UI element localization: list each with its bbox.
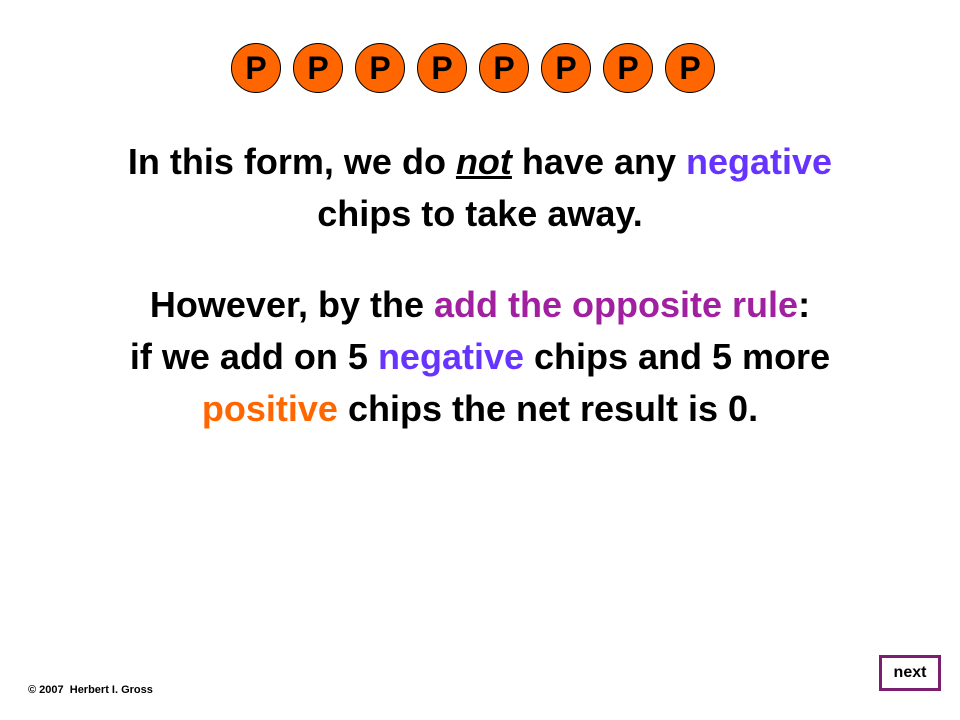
positive-word: positive [201, 388, 338, 429]
positive-chip: P [665, 43, 715, 93]
positive-chip: P [541, 43, 591, 93]
add-the-opposite-rule: add the opposite rule [434, 284, 799, 325]
paragraph-2-line-1 [0, 279, 960, 331]
paragraph-1-line-1 [0, 136, 960, 188]
paragraph-2-line-2 [0, 331, 960, 383]
negative-word: negative [686, 141, 833, 182]
emphasis-not: not [455, 141, 512, 182]
explanation-paragraph-1 [0, 136, 960, 240]
positive-chip: P [479, 43, 529, 93]
paragraph-2-line-3 [0, 383, 960, 435]
positive-chip: P [231, 43, 281, 93]
explanation-paragraph-2 [0, 279, 960, 435]
paragraph-1-line-2: chips to take away. [317, 193, 643, 234]
text-segment: chips the net result is 0. [337, 388, 759, 429]
positive-chip: P [293, 43, 343, 93]
text-segment: chips and 5 more [524, 336, 831, 377]
negative-word: negative [377, 336, 524, 377]
text-segment: : [798, 284, 811, 325]
text-segment: if we add on 5 [129, 336, 378, 377]
text-segment: However, by the [149, 284, 435, 325]
next-button[interactable]: next [879, 655, 941, 691]
positive-chip: P [603, 43, 653, 93]
copyright-notice: © 2007 Herbert I. Gross [28, 684, 153, 696]
text-segment: In this form, we do [127, 141, 456, 182]
positive-chip: P [417, 43, 467, 93]
positive-chip-row [231, 43, 731, 93]
text-segment: have any [511, 141, 686, 182]
positive-chip: P [355, 43, 405, 93]
